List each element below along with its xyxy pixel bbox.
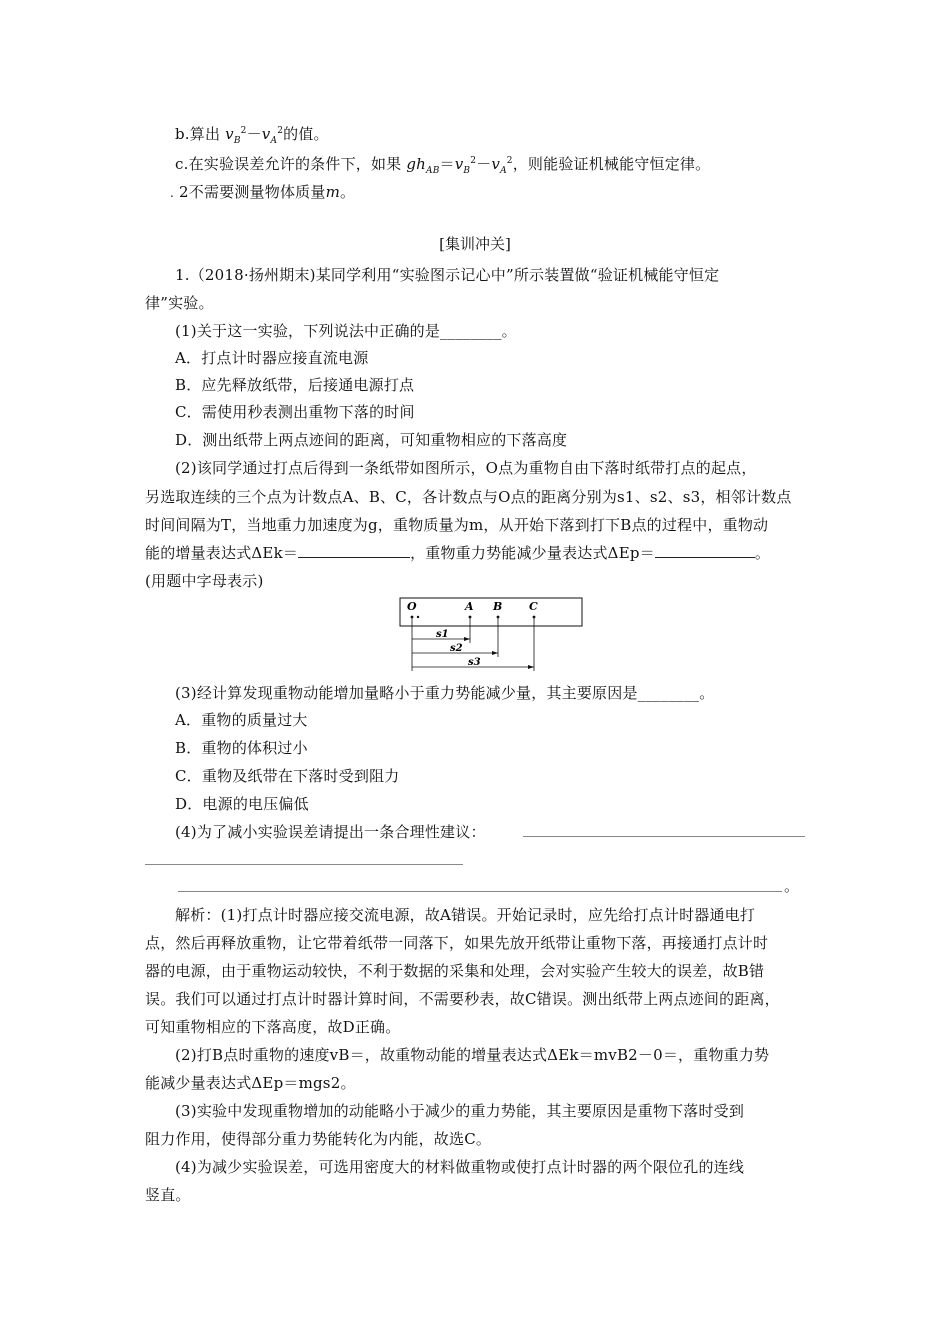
question-2-line-1: (2)该同学通过打点后得到一条纸带如图所示，O点为重物自由下落时纸带打点的起点， [175,459,757,477]
sub-ab: AB [426,166,440,176]
q4-answer-line-1[interactable] [523,836,805,837]
step-b-suffix: 的值。 [283,125,329,143]
label-o: O [407,600,417,613]
analysis-2-line-2: 能减少量表达式ΔEp＝mgs2。 [145,1074,356,1092]
analysis-1-line-5: 可知重物相应的下落高度，故D正确。 [145,1018,401,1036]
arrowhead-s3 [528,665,534,669]
sup-2: 2 [470,156,477,166]
var-v: v [261,125,271,143]
analysis-2-line-1: (2)打B点时重物的速度vB＝，故重物动能的增量表达式ΔEk＝mvB2－0＝，重物重力势 [175,1046,770,1064]
question-2-line-4 [145,543,770,563]
note-2-line [179,182,355,202]
sup-2: 2 [277,126,284,136]
var-gh: gh [406,155,427,173]
q3-option-c: C．重物及纸带在下落时受到阻力 [175,767,400,785]
note-text: 不需要测量物体质量 [188,183,326,201]
q1-option-b: B．应先释放纸带，后接通电源打点 [175,376,415,394]
q3-option-d: D．电源的电压偏低 [175,795,309,813]
q2-end: 。 [754,544,771,562]
minus-sign: － [246,125,262,143]
q4-answer-line-3[interactable] [178,891,782,892]
analysis-3-line-2: 阻力作用，使得部分重力势能转化为内能，故选C。 [145,1130,492,1148]
q2-ep-label: ，重物重力势能减少量表达式ΔEp＝ [410,544,655,562]
sup-2: 2 [506,156,513,166]
paper-tape-figure [398,595,588,675]
analysis-3-line-1: (3)实验中发现重物增加的动能略小于减少的重力势能，其主要原因是重物下落时受到 [175,1102,745,1120]
step-c-prefix: c.在实验误差允许的条件下，如果 [175,155,402,173]
sub-a: A [270,136,278,146]
sub-b: B [463,166,471,176]
q2-ek-label: 能的增量表达式ΔEk＝ [145,544,299,562]
step-c-suffix: ，则能验证机械能守恒定律。 [512,155,711,173]
var-v: v [491,155,501,173]
q1-option-d: D．测出纸带上两点迹间的距离，可知重物相应的下落高度 [175,431,568,449]
var-m: m [325,183,340,201]
dot-extra [417,616,419,618]
var-v: v [454,155,464,173]
section-title: [集训冲关] [439,235,511,253]
sub-b: B [233,136,241,146]
q3-option-a: A．重物的质量过大 [175,711,308,729]
analysis-1-line-1: 解析：(1)打点计时器应接交流电源，故A错误。开始记录时，应先给打点计时器通电打 [175,906,756,924]
analysis-1-line-4: 误。我们可以通过打点计时器计算时间，不需要秒表，故C错误。测出纸带上两点迹间的距离， [145,990,780,1008]
note-end: 。 [340,183,356,201]
note-number: 2 [179,183,189,201]
analysis-4-line-1: (4)为减少实验误差，可选用密度大的材料做重物或使打点计时器的两个限位孔的连线 [175,1158,745,1176]
question-intro-2: 律”实验。 [145,294,214,312]
label-s1: s1 [436,629,449,640]
question-2-line-5: (用题中字母表示) [145,572,264,590]
analysis-4-line-2: 竖直。 [145,1186,191,1204]
equals-sign: ＝ [439,155,455,173]
ep-answer-blank[interactable] [655,543,755,558]
step-b-prefix: b.算出 [175,125,221,143]
label-a: A [465,600,474,613]
tape-outline [400,598,582,626]
label-c: C [529,600,538,613]
arrowhead-s2 [492,651,498,655]
q1-option-a: A．打点计时器应接直流电源 [175,349,369,367]
question-1: (1)关于这一实验，下列说法中正确的是________。 [175,322,517,340]
question-4: (4)为了减小实验误差请提出一条合理性建议： [175,823,486,841]
question-3: (3)经计算发现重物动能增加量略小于重力势能减少量，其主要原因是________。 [175,684,715,702]
question-2-line-2: 另选取连续的三个点为计数点A、B、C，各计数点与O点的距离分别为s1、s2、s3，相邻计数点 [145,488,792,506]
q4-end: 。 [784,877,800,895]
label-s3: s3 [468,657,481,668]
question-intro-1: 1.（2018·扬州期末)某同学利用“实验图示记心中”所示装置做“验证机械能守恒定 [175,266,720,284]
q1-option-c: C．需使用秒表测出重物下落的时间 [175,403,415,421]
var-v: v [225,125,234,143]
analysis-1-line-2: 点，然后再释放重物，让它带着纸带一同落下，如果先放开纸带让重物下落，再接通打点计时 [145,934,769,952]
step-b-line [175,124,329,144]
sup-2: 2 [240,126,247,136]
minus-sign: － [476,155,492,173]
q3-option-b: B．重物的体积过小 [175,739,308,757]
label-s2: s2 [450,643,463,654]
label-b: B [493,600,503,613]
sub-a: A [500,166,507,176]
analysis-1-line-3: 器的电源，由于重物运动较快，不利于数据的采集和处理，会对实验产生较大的误差，故B错 [145,962,765,980]
question-2-line-3: 时间间隔为T，当地重力加速度为g，重物质量为m，从开始下落到打下B点的过程中，重物动 [145,516,769,534]
q4-answer-line-2[interactable] [145,864,463,865]
ek-answer-blank[interactable] [298,543,410,558]
arrowhead-s1 [464,637,470,641]
bullet-dot: . [170,186,174,200]
step-c-line [175,154,710,174]
